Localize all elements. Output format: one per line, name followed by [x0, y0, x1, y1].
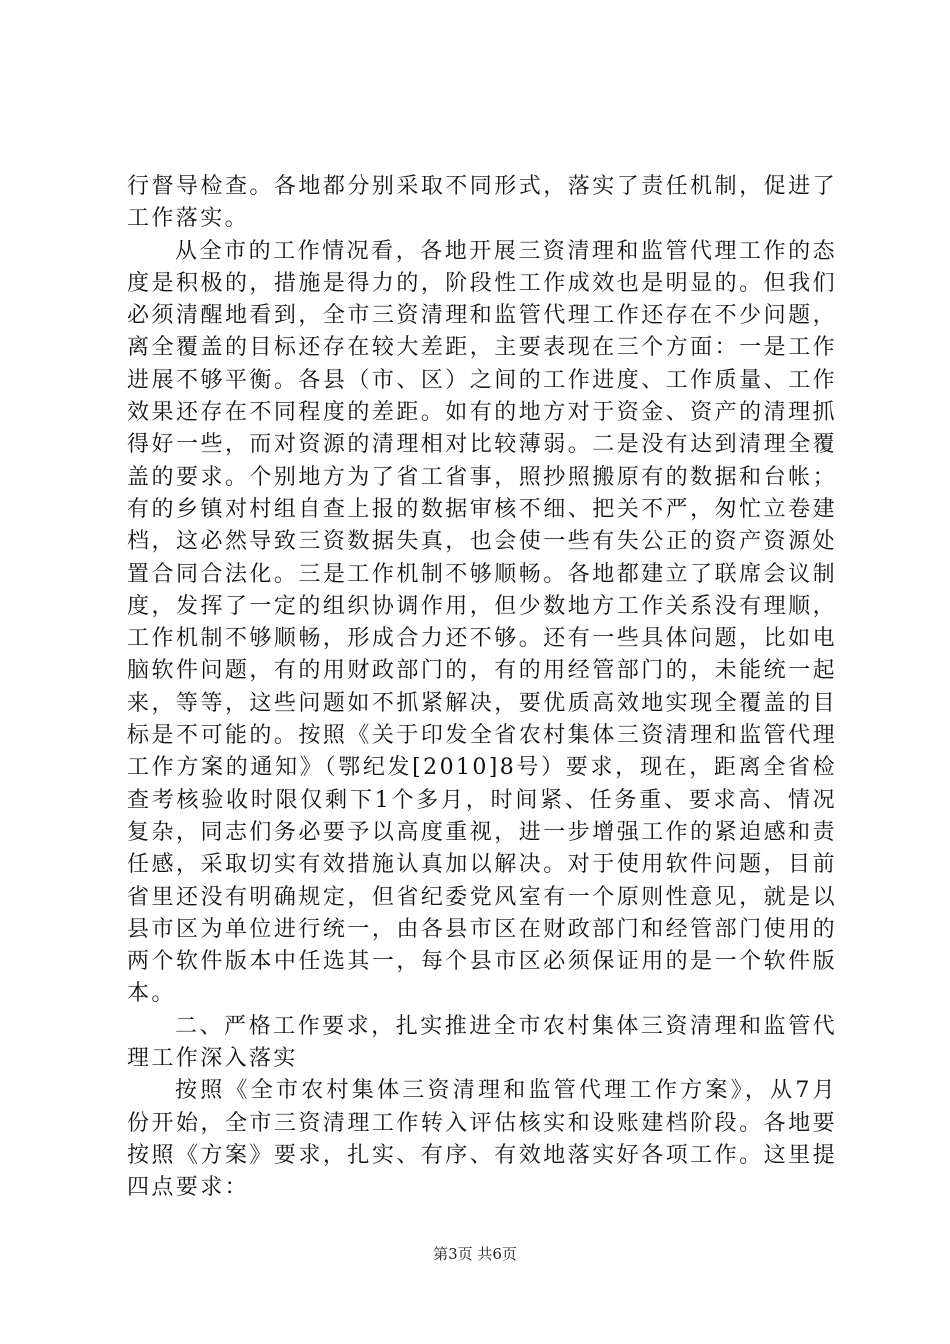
paragraph-continuation: 行督导检查。各地都分别采取不同形式，落实了责任机制，促进了工作落实。 — [127, 174, 837, 232]
document-body — [127, 171, 837, 1205]
paragraph-requirements: 按照《全市农村集体三资清理和监管代理工作方案》，从7月份开始，全市三资清理工作转入评估核实和设账建档阶段。各地要按照《方案》要求，扎实、有序、有效地落实好各项工作。这里提四点要求： — [127, 1078, 837, 1201]
paragraph-work-situation: 从全市的工作情况看，各地开展三资清理和监管代理工作的态度是积极的，措施是得力的，阶段性工作成效也是明显的。但我们必须清醒地看到，全市三资清理和监管代理工作还存在不少问题，离全覆盖的目标还存在较大差距，主要表现在三个方面：一是工作进展不够平衡。各县（市、区）之间的工作进度、工作质量、工作效果还存在不同程度的差距。如有的地方对于资金、资产的清理抓得好一些，而对资源的清理相对比较薄弱。二是没有达到清理全覆盖的要求。个别地方为了省工省事，照抄照搬原有的数据和台帐；有的乡镇对村组自查上报的数据审核不细、把关不严，匆忙立卷建档，这必然导致三资数据失真，也会使一些有失公正的资产资源处置合同合法化。三是工作机制不够顺畅。各地都建立了联席会议制度，发挥了一定的组织协调作用，但少数地方工作关系没有理顺，工作机制不够顺畅，形成合力还不够。还有一些具体问题，比如电脑软件问题，有的用财政部门的，有的用经管部门的，未能统一起来，等等，这些问题如不抓紧解决，要优质高效地实现全覆盖的目标是不可能的。按照《关于印发全省农村集体三资清理和监管代理工作方案的通知》（鄂纪发[2010]8号）要求，现在，距离全省检查考核验收时限仅剩下1个多月，时间紧、任务重、要求高、情况复杂，同志们务必要予以高度重视，进一步增强工作的紧迫感和责任感，采取切实有效措施认真加以解决。对于使用软件问题，目前省里还没有明确规定，但省纪委党风室有一个原则性意见，就是以县市区为单位进行统一，由各县市区在财政部门和经管部门使用的两个软件版本中任选其一，每个县市区必须保证用的是一个软件版本。 — [127, 238, 837, 1007]
page-number-footer: 第3页 共6页 — [433, 1245, 517, 1263]
section-heading-two: 二、严格工作要求，扎实推进全市农村集体三资清理和监管代理工作深入落实 — [127, 1013, 837, 1072]
